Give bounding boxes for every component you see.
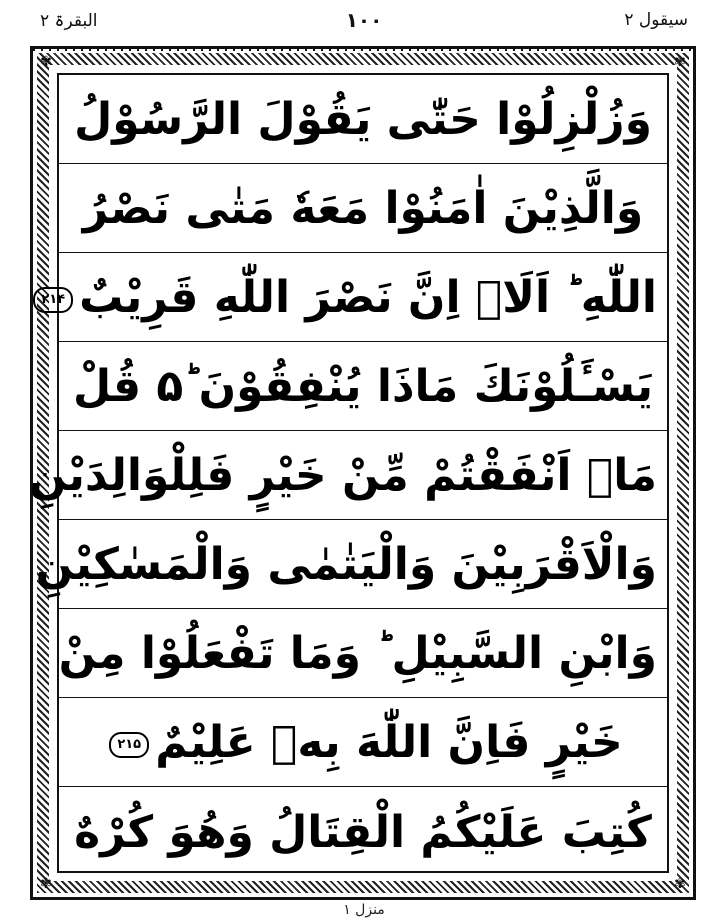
verse-line (41, 253, 667, 342)
corner-ornament-icon: ✾ (674, 876, 686, 892)
text-area (28, 73, 669, 873)
ayah-number-marker: ۲۱۴ (33, 287, 73, 313)
verse-line (28, 431, 667, 520)
corner-ornament-icon: ✾ (40, 876, 52, 892)
verse-line (59, 164, 667, 253)
verse-text: وَابْنِ السَّبِیْلِ ؕ وَمَا تَفْعَلُوْا مِنْ (58, 627, 657, 679)
verse-line (59, 698, 667, 787)
verse-text: یَسْـَٔلُوْنَكَ مَاذَا یُنْفِقُوْنَ ؕ۵ قُلْ (73, 360, 653, 412)
ayah-number-marker: ۲۱۵ (109, 732, 149, 758)
page-header (0, 0, 728, 44)
verse-line (59, 787, 667, 877)
verse-line (59, 609, 667, 698)
page-number: ۱۰۰ (345, 8, 383, 32)
verse-text: مَاۤ اَنْفَقْتُمْ مِّنْ خَیْرٍ فَلِلْوَالِدَیْنِ (28, 449, 657, 501)
corner-ornament-icon: ✾ (674, 54, 686, 70)
manzil-footer: منزل ۱ (343, 902, 385, 918)
verse-text: وَالْاَقْرَبِیْنَ وَالْیَتٰمٰی وَالْمَسٰكِیْنِ (35, 538, 657, 590)
verse-line (35, 520, 667, 609)
page-frame (30, 46, 696, 900)
corner-ornament-icon: ✾ (40, 54, 52, 70)
verse-text: خَیْرٍ فَاِنَّ اللّٰهَ بِهٖ عَلِیْمٌ (155, 716, 623, 768)
verse-text: وَالَّذِیْنَ اٰمَنُوْا مَعَهٗ مَتٰی نَصْرُ (82, 182, 644, 234)
verse-text: اللّٰهِ ؕ اَلَاۤ اِنَّ نَصْرَ اللّٰهِ قَرِیْبٌ (79, 271, 657, 323)
verse-text: كُتِبَ عَلَیْكُمُ الْقِتَالُ وَهُوَ كُرْهٌ (74, 806, 652, 858)
verse-text: وَزُلْزِلُوْا حَتّٰی یَقُوْلَ الرَّسُوْلُ (74, 93, 652, 145)
verse-line (59, 342, 667, 431)
verse-line (59, 75, 667, 164)
juz-name-label: سیقول ۲ (624, 10, 688, 30)
surah-name-label: البقرۃ ۲ (40, 11, 98, 31)
verse-lines (28, 75, 667, 871)
